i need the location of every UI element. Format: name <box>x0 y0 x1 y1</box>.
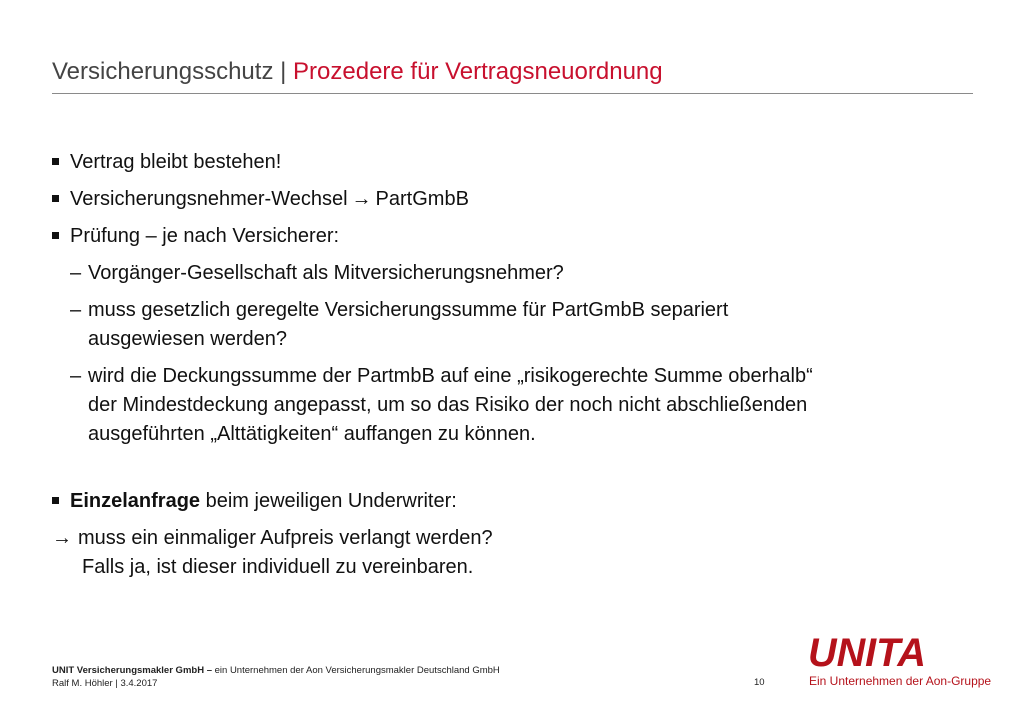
logo-tagline: Ein Unternehmen der Aon-Gruppe <box>809 674 992 688</box>
title-accent: Prozedere für Vertragsneuordnung <box>293 58 663 85</box>
page-number: 10 <box>754 677 765 688</box>
arrow-item-aufpreis: → muss ein einmaliger Aufpreis verlangt werden? <box>52 524 493 553</box>
bullet-pruefung: Prüfung – je nach Versicherer: <box>52 222 339 251</box>
square-bullet-icon <box>52 232 59 239</box>
dash-bullet: – <box>70 365 82 387</box>
bullet-versicherungsnehmer: Versicherungsnehmer-Wechsel → PartGmbB <box>52 185 469 214</box>
dash-bullet: – <box>70 299 82 321</box>
footer-author-date: Ralf M. Höhler | 3.4.2017 <box>52 678 158 689</box>
sub-item-deckungssumme: – wird die Deckungssumme der PartmbB auf eine „risikogerechte Summe oberhalb“ <box>52 362 813 391</box>
arrow-item-aufpreis-cont: Falls ja, ist dieser individuell zu vereinbaren. <box>82 556 474 578</box>
unita-logo <box>806 628 992 696</box>
arrow-right-icon: → <box>351 188 372 210</box>
sub-item-vorgaenger: – Vorgänger-Gesellschaft als Mitversicherungsnehmer? <box>52 259 564 288</box>
slide-title <box>52 58 663 86</box>
dash-bullet: – <box>70 262 82 284</box>
square-bullet-icon <box>52 195 59 202</box>
square-bullet-icon <box>52 158 59 165</box>
bullet-vertrag: Vertrag bleibt bestehen! <box>52 148 281 177</box>
sub-item-deckungssumme-cont2: ausgeführten „Alttätigkeiten“ auffangen zu können. <box>88 423 536 445</box>
sub-item-versicherungssumme-cont: ausgewiesen werden? <box>88 328 288 350</box>
footer-company: UNIT Versicherungsmakler GmbH – ein Unternehmen der Aon Versicherungsmakler Deutschland GmbH <box>52 665 500 676</box>
arrow-right-icon: → <box>52 527 72 549</box>
bullet-einzelanfrage: Einzelanfrage beim jeweiligen Underwriter: <box>52 487 457 516</box>
square-bullet-icon <box>52 497 59 504</box>
unita-logo-icon <box>808 628 930 672</box>
sub-item-versicherungssumme: – muss gesetzlich geregelte Versicherungssumme für PartGmbB separiert <box>52 296 728 325</box>
logo-wordmark: UNITA <box>808 631 926 672</box>
sub-item-deckungssumme-cont1: der Mindestdeckung angepasst, um so das Risiko der noch nicht abschließenden <box>88 394 808 416</box>
title-main: Versicherungsschutz | <box>52 58 294 85</box>
title-divider <box>52 93 973 94</box>
footer-text <box>52 664 500 690</box>
